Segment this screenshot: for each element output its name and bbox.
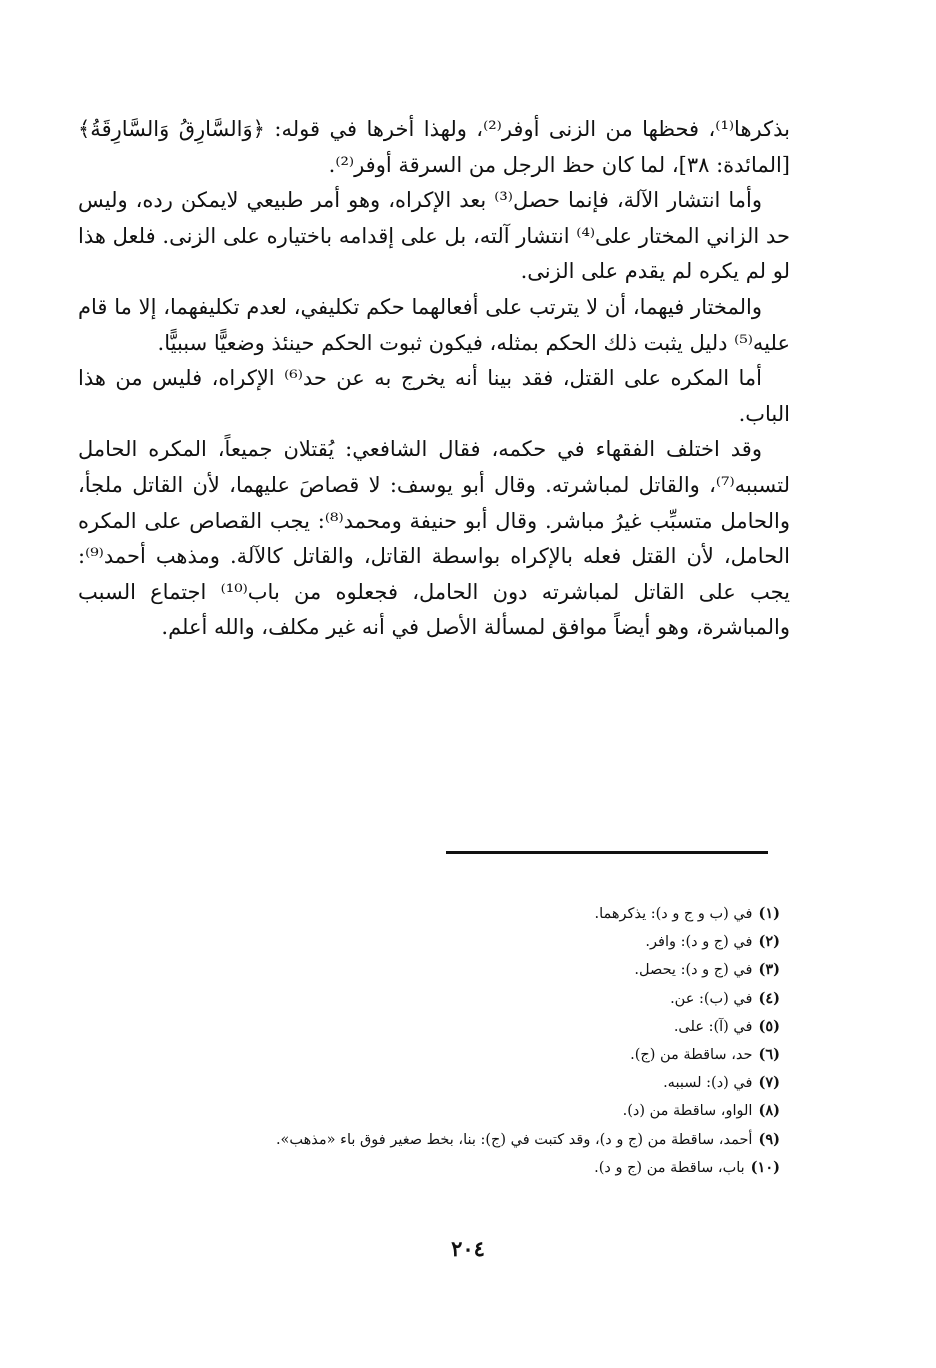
footnote bbox=[150, 928, 780, 956]
footnote-text: في (ب): عن. bbox=[670, 990, 753, 1007]
footnote-number: (٢) bbox=[758, 933, 780, 951]
footnotes-list bbox=[150, 900, 780, 1182]
footnote-number: (٣) bbox=[758, 961, 780, 979]
footnote-number: (٥) bbox=[758, 1017, 780, 1035]
footnote-text: في (د): لسببه. bbox=[663, 1075, 753, 1092]
footnote-text: حد، ساقطة من (ج). bbox=[630, 1047, 753, 1064]
footnote bbox=[150, 956, 780, 984]
paragraph: أما المكره على القتل، فقد بينا أنه يخرج به عن حد⁽⁶⁾ الإكراه، فليس من هذا الباب. bbox=[78, 366, 790, 426]
footnote bbox=[150, 900, 780, 928]
footnote bbox=[150, 985, 780, 1013]
footnote bbox=[150, 1041, 780, 1069]
footnote-text: أحمد، ساقطة من (ج و د)، وقد كتبت في (ج): بنا، بخط صغير فوق باء «مذهب». bbox=[275, 1131, 753, 1148]
page-number: ٢٠٤ bbox=[451, 1236, 485, 1261]
footnote-number: (٩) bbox=[758, 1130, 780, 1148]
footnote-text: في (آ): على. bbox=[673, 1018, 753, 1035]
footnote-number: (٧) bbox=[758, 1074, 780, 1092]
footnote-number: (١) bbox=[758, 905, 780, 922]
footnote-number: (٤) bbox=[758, 989, 780, 1007]
footnote-text: في (ب و ج و د): يذكرهما. bbox=[594, 906, 753, 922]
footnote-text: في (ج و د): يحصل. bbox=[634, 962, 753, 979]
footnote-text: في (ج و د): وافر. bbox=[645, 934, 753, 951]
footnote bbox=[150, 1154, 780, 1182]
footnote-number: (٦) bbox=[758, 1046, 780, 1064]
footnote-separator bbox=[446, 851, 768, 854]
footnote-text: باب، ساقطة من (ج و د). bbox=[594, 1159, 745, 1176]
footnote-number: (١٠) bbox=[750, 1158, 780, 1176]
paragraph: بذكرها⁽¹⁾، فحظها من الزنى أوفر⁽²⁾، ولهذا أخرها في قوله: ﴿وَالسَّارِقُ وَالسَّارِقَةُ﴾ [المائدة: ٣٨]، لما كان حظ الرجل من السرقة أوفر⁽²⁾. bbox=[78, 117, 790, 177]
main-text bbox=[78, 112, 790, 646]
footnote bbox=[150, 1069, 780, 1097]
paragraph: والمختار فيهما، أن لا يترتب على أفعالهما حكم تكليفي، لعدم تكليفهما، إلا ما قام عليه⁽⁵⁾ دليل يثبت ذلك الحكم بمثله، فيكون ثبوت الحكم حينئذ وضعيًّا سببيًّا. bbox=[78, 294, 790, 355]
footnote bbox=[150, 1097, 780, 1125]
paragraph: وأما انتشار الآلة، فإنما حصل⁽³⁾ بعد الإكراه، وهو أمر طبيعي لايمكن رده، وليس حد الزاني المختار على⁽⁴⁾ انتشار آلته، بل على إقدامه باختياره على الزنى. فلعل هذا لو لم يكره لم يقدم على الزنى. bbox=[78, 188, 790, 284]
footnote-number: (٨) bbox=[758, 1102, 780, 1120]
footnote bbox=[150, 1013, 780, 1041]
footnote bbox=[150, 1126, 780, 1154]
footnote-text: الواو، ساقطة من (د). bbox=[622, 1103, 753, 1120]
paragraph: وقد اختلف الفقهاء في حكمه، فقال الشافعي: يُقتلان جميعاً، المكره الحامل لتسببه⁽⁷⁾، والقاتل لمباشرته. وقال أبو يوسف: لا قصاصَ عليهما، لأن القاتل ملجأ، والحامل متسبِّب غيرُ مباشر. وقال أبو حنيفة ومحمد⁽⁸⁾: يجب القصاص على المكره الحامل، لأن القتل فعله بالإكراه بواسطة القاتل، والقاتل كالآلة. ومذهب أحمد⁽⁹⁾: يجب على القاتل لمباشرته دون الحامل، فجعلوه من باب⁽¹⁰⁾ اجتماع السبب والمباشرة، وهو أيضاً موافق لمسألة الأصل في أنه غير مكلف، والله أعلم. bbox=[78, 437, 791, 640]
